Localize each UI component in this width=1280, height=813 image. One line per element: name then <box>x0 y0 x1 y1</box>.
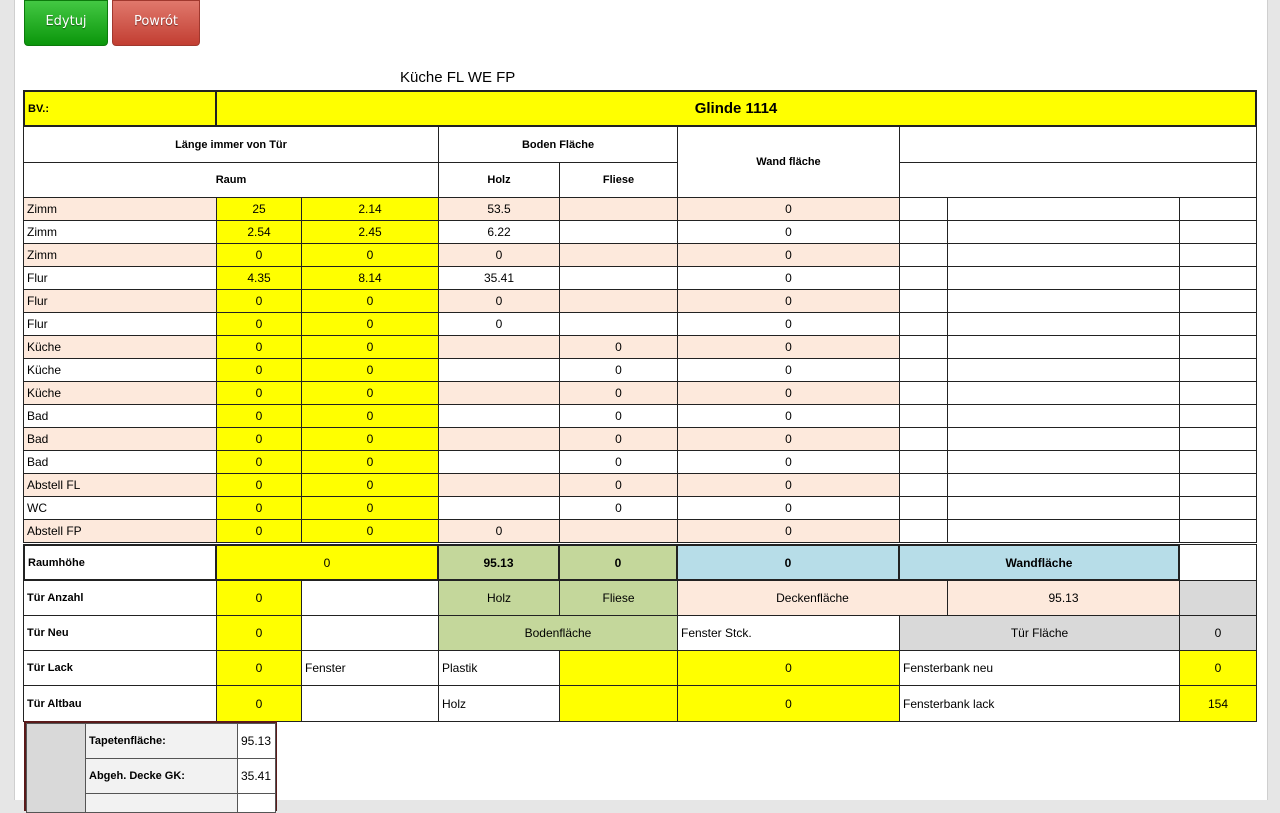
extra-cell <box>947 358 1180 382</box>
empty-cell <box>301 615 439 651</box>
length-1[interactable]: 2.54 <box>216 220 302 244</box>
wand-cell: 0 <box>677 335 900 359</box>
fensterbank-neu-label: Fensterbank neu <box>899 650 1180 686</box>
tuer-anzahl-value[interactable]: 0 <box>216 580 302 616</box>
room-name: Küche <box>23 335 217 359</box>
extra-cell <box>899 496 948 520</box>
holz-cell <box>438 427 560 451</box>
length-1[interactable]: 0 <box>216 404 302 428</box>
room-name: Abstell FP <box>23 519 217 543</box>
room-name: Abstell FL <box>23 473 217 497</box>
extra-cell <box>899 519 948 543</box>
holz2-label: Holz <box>438 685 560 722</box>
length-1[interactable]: 0 <box>216 496 302 520</box>
header-empty-cell <box>899 162 1257 198</box>
extra-cell <box>899 427 948 451</box>
fliese-cell <box>559 289 678 313</box>
extra-cell <box>1179 450 1257 474</box>
deckenflaeche-value: 95.13 <box>947 580 1180 616</box>
extra-cell <box>899 243 948 267</box>
fliese-cell: 0 <box>559 381 678 405</box>
wandflaeche-label: Wandfläche <box>898 544 1180 581</box>
wand-cell: 0 <box>677 358 900 382</box>
extra-cell <box>899 289 948 313</box>
length-2[interactable]: 0 <box>301 381 439 405</box>
length-1[interactable]: 0 <box>216 519 302 543</box>
fliese-cell: 0 <box>559 473 678 497</box>
room-name: Flur <box>23 266 217 290</box>
holz2-value: 0 <box>677 685 900 722</box>
room-name: Zimm <box>23 220 217 244</box>
extra-cell <box>1179 220 1257 244</box>
holz-cell <box>438 473 560 497</box>
bv-label: BV.: <box>23 90 217 127</box>
tuer-neu-label: Tür Neu <box>23 615 217 651</box>
extra-cell <box>899 404 948 428</box>
tuer-altbau-label: Tür Altbau <box>23 685 217 722</box>
plastik-value: 0 <box>677 650 900 686</box>
room-name: Bad <box>23 404 217 428</box>
empty-cell <box>301 685 439 722</box>
holz-cell <box>438 335 560 359</box>
extra-cell <box>1179 404 1257 428</box>
fensterbank-neu-value[interactable]: 0 <box>1179 650 1257 686</box>
empty-cell <box>301 580 439 616</box>
room-name: WC <box>23 496 217 520</box>
fliese-total: 0 <box>558 544 678 581</box>
tuer-altbau-value[interactable]: 0 <box>216 685 302 722</box>
extra-cell <box>947 312 1180 336</box>
holz-cell: 0 <box>438 312 560 336</box>
header-fliese: Fliese <box>559 162 678 198</box>
length-1[interactable]: 0 <box>216 381 302 405</box>
empty-cell <box>1179 544 1257 581</box>
length-1[interactable]: 0 <box>216 335 302 359</box>
room-name: Bad <box>23 427 217 451</box>
extra-cell <box>1179 289 1257 313</box>
holz-cell: 0 <box>438 243 560 267</box>
deckenflaeche-label: Deckenfläche <box>677 580 948 616</box>
holz-cell <box>438 450 560 474</box>
length-2[interactable]: 0 <box>301 243 439 267</box>
holz-cell <box>438 358 560 382</box>
holz-cell: 0 <box>438 289 560 313</box>
fliese-cell <box>559 519 678 543</box>
edit-button[interactable]: Edytuj <box>24 0 108 46</box>
fliese-cell: 0 <box>559 335 678 359</box>
wand-cell: 0 <box>677 220 900 244</box>
tuer-flaeche-label: Tür Fläche <box>899 615 1180 651</box>
holz-cell: 35.41 <box>438 266 560 290</box>
extra-cell <box>1179 312 1257 336</box>
extra-cell <box>947 289 1180 313</box>
length-1[interactable]: 25 <box>216 197 302 221</box>
holz-cell <box>438 496 560 520</box>
extra-cell <box>899 197 948 221</box>
extra-cell <box>899 450 948 474</box>
extra-cell <box>947 381 1180 405</box>
fenster-label: Fenster <box>301 650 439 686</box>
length-2[interactable]: 0 <box>301 427 439 451</box>
length-2[interactable]: 0 <box>301 404 439 428</box>
tuer-lack-label: Tür Lack <box>23 650 217 686</box>
header-laenge: Länge immer von Tür <box>23 126 439 163</box>
raumhoehe-value[interactable]: 0 <box>215 544 439 581</box>
holz-cell <box>438 381 560 405</box>
fliese-label: Fliese <box>559 580 678 616</box>
length-1[interactable]: 0 <box>216 312 302 336</box>
length-2[interactable]: 0 <box>301 496 439 520</box>
wand-cell: 0 <box>677 289 900 313</box>
length-2[interactable]: 0 <box>301 289 439 313</box>
header-boden-flaeche: Boden Fläche <box>438 126 678 163</box>
holz-label: Holz <box>438 580 560 616</box>
wand-cell: 0 <box>677 404 900 428</box>
length-2[interactable]: 0 <box>301 473 439 497</box>
bodenflaeche-label: Bodenfläche <box>438 615 678 651</box>
plastik-label: Plastik <box>438 650 560 686</box>
wand-cell: 0 <box>677 312 900 336</box>
room-name: Küche <box>23 358 217 382</box>
tapetenflaeche-label: Tapetenfläche: <box>85 723 238 759</box>
wand-cell: 0 <box>677 266 900 290</box>
wand-cell: 0 <box>677 427 900 451</box>
wand-cell: 0 <box>677 473 900 497</box>
room-name: Zimm <box>23 197 217 221</box>
bv-value: Glinde 1114 <box>215 90 1257 127</box>
length-2[interactable]: 0 <box>301 312 439 336</box>
length-2[interactable]: 0 <box>301 335 439 359</box>
fliese-cell <box>559 266 678 290</box>
holz-cell: 0 <box>438 519 560 543</box>
holz-cell <box>438 404 560 428</box>
holz-cell: 6.22 <box>438 220 560 244</box>
fliese-cell <box>559 220 678 244</box>
extra-cell <box>1179 358 1257 382</box>
holz-cell: 53.5 <box>438 197 560 221</box>
extra-cell <box>1179 197 1257 221</box>
extra-cell <box>1179 427 1257 451</box>
fliese-cell: 0 <box>559 450 678 474</box>
extra-cell <box>899 335 948 359</box>
raumhoehe-label: Raumhöhe <box>23 544 217 581</box>
length-1[interactable]: 0 <box>216 243 302 267</box>
extra-cell <box>947 427 1180 451</box>
length-1[interactable]: 0 <box>216 450 302 474</box>
length-2[interactable]: 2.14 <box>301 197 439 221</box>
extra-cell <box>947 197 1180 221</box>
extra-cell <box>947 335 1180 359</box>
header-empty-cell <box>899 126 1257 163</box>
fensterbank-lack-value[interactable]: 154 <box>1179 685 1257 722</box>
fliese-cell <box>559 197 678 221</box>
holz-total: 95.13 <box>437 544 560 581</box>
wand-cell: 0 <box>677 243 900 267</box>
tuer-lack-value[interactable]: 0 <box>216 650 302 686</box>
fliese-cell: 0 <box>559 358 678 382</box>
room-name: Zimm <box>23 243 217 267</box>
fliese-cell: 0 <box>559 427 678 451</box>
extra-cell <box>947 404 1180 428</box>
room-name: Bad <box>23 450 217 474</box>
length-1[interactable]: 0 <box>216 289 302 313</box>
extra-cell <box>947 266 1180 290</box>
length-2[interactable]: 2.45 <box>301 220 439 244</box>
extra-cell <box>899 473 948 497</box>
length-2[interactable]: 0 <box>301 450 439 474</box>
bottom-row-partial <box>237 793 276 813</box>
header-wand-flaeche: Wand fläche <box>677 126 900 198</box>
fliese-cell <box>559 312 678 336</box>
extra-cell <box>947 496 1180 520</box>
length-1[interactable]: 4.35 <box>216 266 302 290</box>
abgeh-decke-value: 35.41 <box>237 758 276 794</box>
extra-cell <box>899 381 948 405</box>
wand-cell: 0 <box>677 519 900 543</box>
extra-cell <box>1179 243 1257 267</box>
fliese-cell <box>559 243 678 267</box>
back-button[interactable]: Powrót <box>112 0 200 46</box>
plastik-input[interactable] <box>559 650 678 686</box>
extra-cell <box>947 473 1180 497</box>
length-1[interactable]: 0 <box>216 427 302 451</box>
extra-cell <box>1179 266 1257 290</box>
extra-cell <box>1179 381 1257 405</box>
fenster-stck-label: Fenster Stck. <box>677 615 900 651</box>
wand-cell: 0 <box>677 450 900 474</box>
tapetenflaeche-value: 95.13 <box>237 723 276 759</box>
room-name: Küche <box>23 381 217 405</box>
header-raum: Raum <box>23 162 439 198</box>
room-name: Flur <box>23 289 217 313</box>
extra-cell <box>947 243 1180 267</box>
wand-cell: 0 <box>677 197 900 221</box>
abgeh-decke-label: Abgeh. Decke GK: <box>85 758 238 794</box>
tuer-anzahl-label: Tür Anzahl <box>23 580 217 616</box>
wand-cell: 0 <box>677 381 900 405</box>
length-1[interactable]: 0 <box>216 473 302 497</box>
header-holz: Holz <box>438 162 560 198</box>
holz2-input[interactable] <box>559 685 678 722</box>
tuer-neu-value[interactable]: 0 <box>216 615 302 651</box>
fliese-cell: 0 <box>559 496 678 520</box>
extra-cell <box>899 312 948 336</box>
extra-cell <box>1179 473 1257 497</box>
length-1[interactable]: 0 <box>216 358 302 382</box>
tuer-flaeche-value: 0 <box>1179 615 1257 651</box>
extra-cell <box>1179 496 1257 520</box>
extra-cell <box>1179 335 1257 359</box>
empty-cell <box>1179 580 1257 616</box>
fensterbank-lack-label: Fensterbank lack <box>899 685 1180 722</box>
extra-cell <box>1179 519 1257 543</box>
bottom-row-partial <box>85 793 238 813</box>
room-name: Flur <box>23 312 217 336</box>
fliese-cell: 0 <box>559 404 678 428</box>
extra-cell <box>899 220 948 244</box>
extra-cell <box>947 220 1180 244</box>
extra-cell <box>899 358 948 382</box>
length-2[interactable]: 0 <box>301 519 439 543</box>
wand-cell: 0 <box>677 496 900 520</box>
length-2[interactable]: 8.14 <box>301 266 439 290</box>
extra-cell <box>899 266 948 290</box>
length-2[interactable]: 0 <box>301 358 439 382</box>
wand-total: 0 <box>676 544 900 581</box>
extra-cell <box>947 519 1180 543</box>
page-title: Küche FL WE FP <box>400 69 516 86</box>
extra-cell <box>947 450 1180 474</box>
